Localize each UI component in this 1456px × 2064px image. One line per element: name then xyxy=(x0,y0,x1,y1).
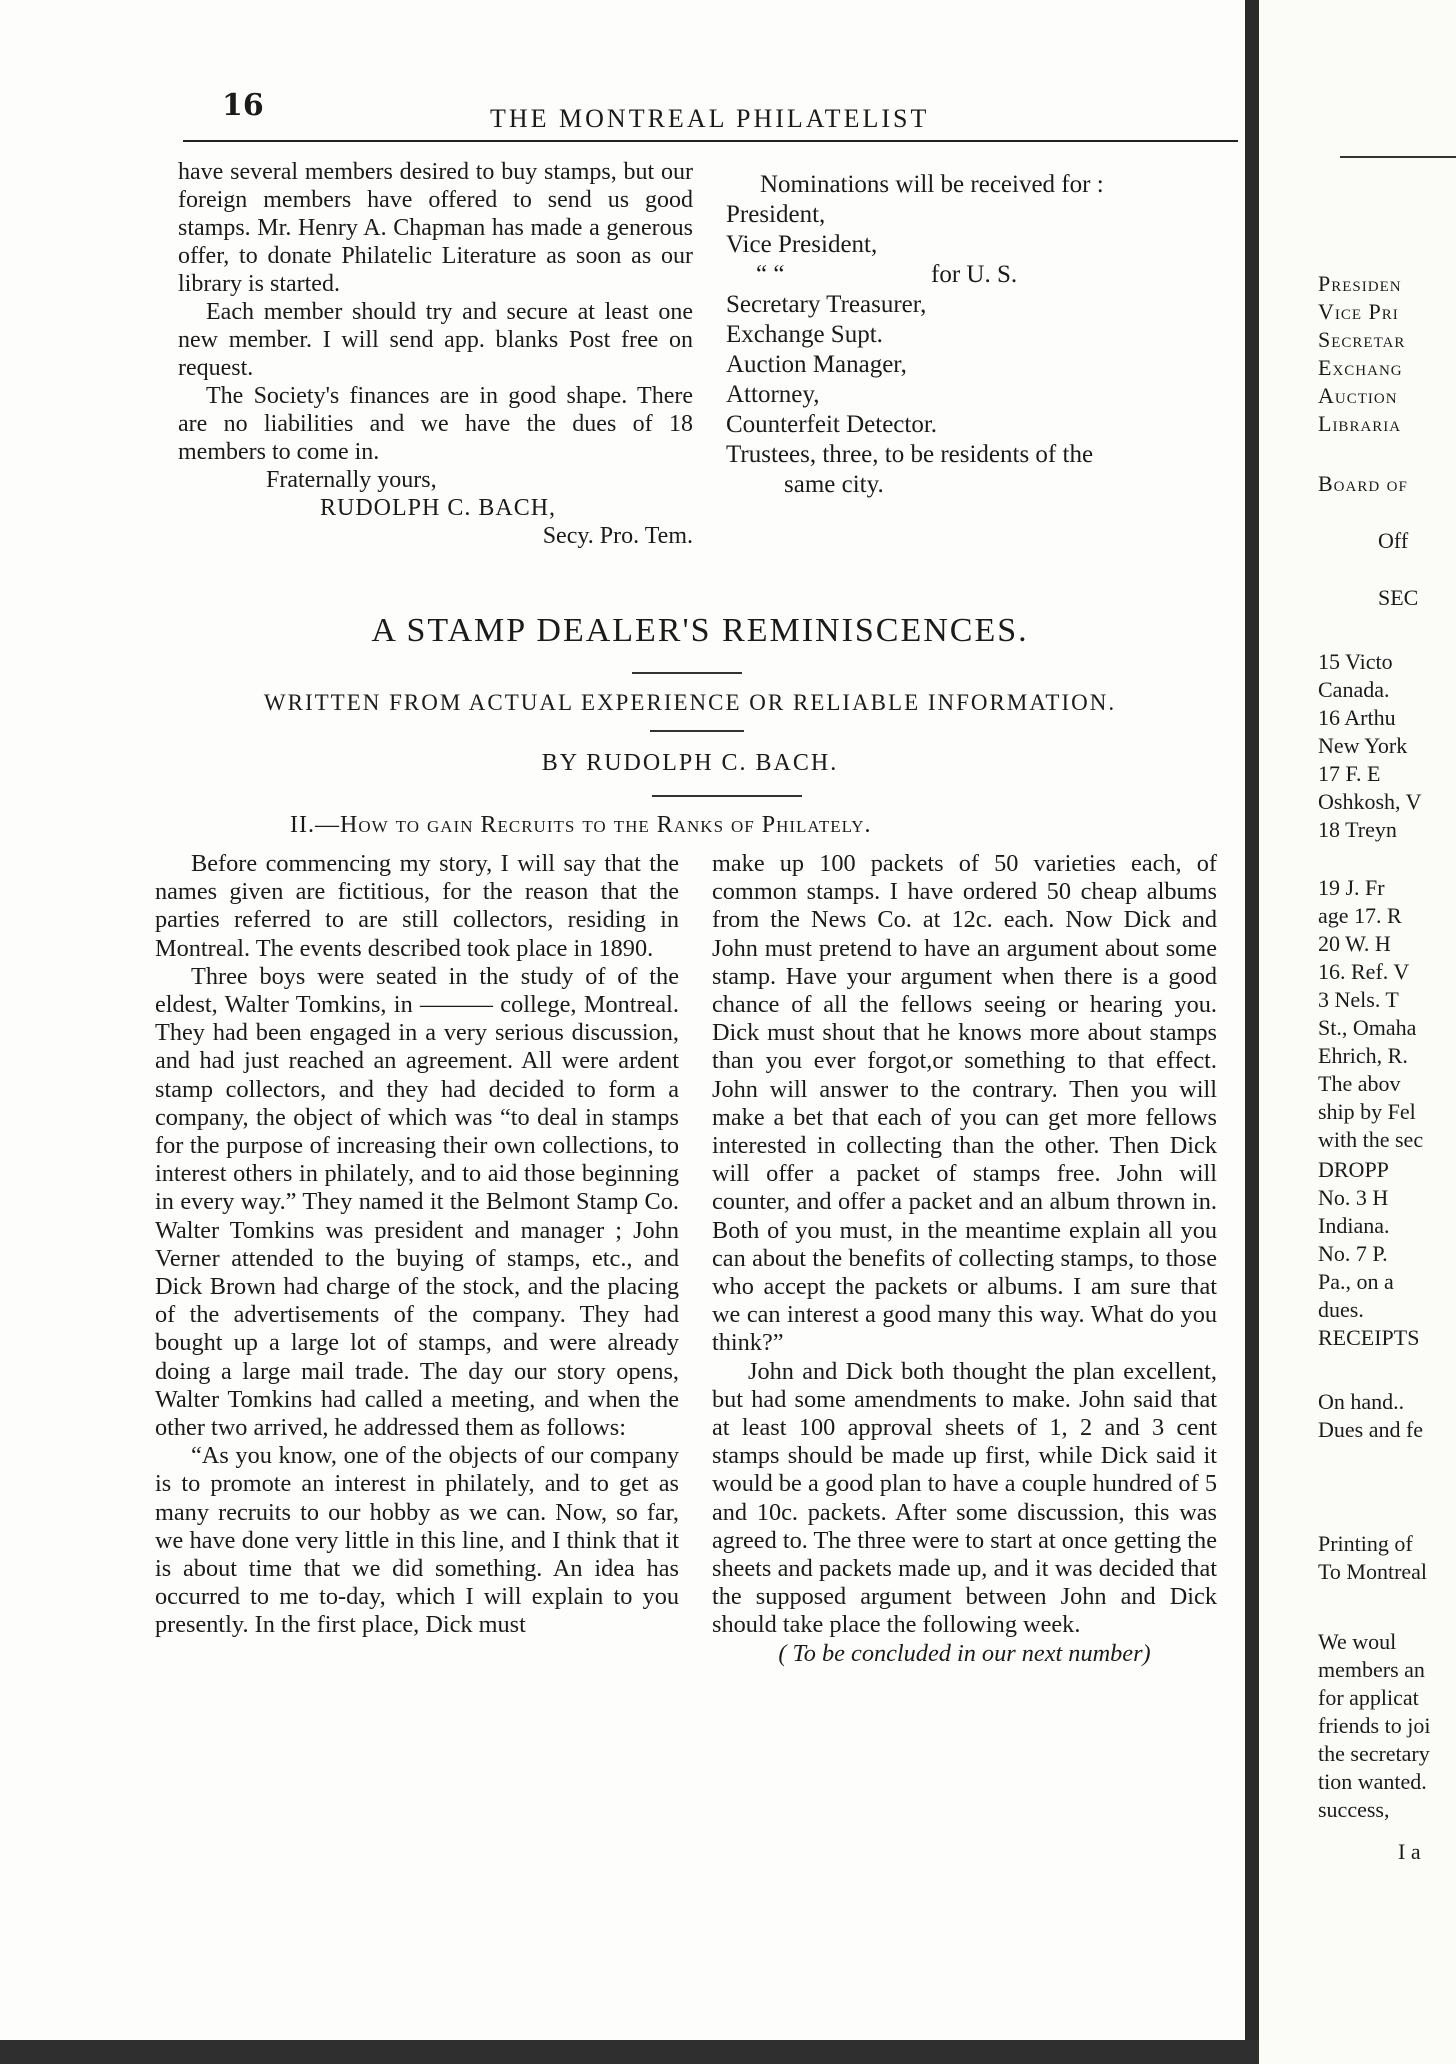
facing-page-line: the secretary xyxy=(1318,1741,1430,1766)
facing-page-line: Ehrich, R. xyxy=(1318,1043,1408,1068)
facing-page-line: friends to joi xyxy=(1318,1713,1431,1738)
nomination-office: Auction Manager, xyxy=(726,351,907,378)
facing-page-line: Oshkosh, V xyxy=(1318,789,1422,814)
facing-page-line: for applicat xyxy=(1318,1685,1419,1710)
facing-page-line: success, xyxy=(1318,1797,1390,1822)
facing-page-line: I a xyxy=(1398,1839,1421,1864)
facing-page-line: Board of xyxy=(1318,471,1408,496)
byline-rule xyxy=(652,795,802,797)
facing-page-line: SEC xyxy=(1378,585,1419,610)
facing-page-line: New York xyxy=(1318,733,1408,758)
facing-page-line: with the sec xyxy=(1318,1127,1424,1152)
facing-page-line: St., Omaha xyxy=(1318,1015,1417,1040)
facing-page-line: Printing of xyxy=(1318,1531,1413,1556)
facing-page-line: 19 J. Fr xyxy=(1318,875,1385,900)
nominations-intro: Nominations will be received for : xyxy=(760,171,1104,198)
ditto-office: for U. S. xyxy=(931,261,1018,288)
article-right-column xyxy=(712,850,1217,1668)
facing-page-line: We woul xyxy=(1318,1629,1397,1654)
facing-page-line: Presiden xyxy=(1318,271,1402,296)
facing-page-line: dues. xyxy=(1318,1297,1364,1322)
facing-page-line: Vice Pri xyxy=(1318,299,1399,324)
nomination-office: Counterfeit Detector. xyxy=(726,411,938,438)
article-paragraph: “As you know, one of the objects of our company is to promote an interest in philately, and to get as many recruits to our hobby as we can. Now, so far, we have done very little in this line, and I think that it is about time that we did something. An idea has occurred to me to-day, which I will explain to you presently. In the first place, Dick must xyxy=(155,1442,679,1639)
facing-page-line: age 17. R xyxy=(1318,903,1402,928)
nomination-office: Secretary Treasurer, xyxy=(726,291,927,318)
facing-page-rule xyxy=(1340,156,1456,158)
facing-page-line: RECEIPTS xyxy=(1318,1325,1420,1350)
letter-paragraph: The Society's finances are in good shape. There are no liabilities and we have the dues of 18 members to come in. xyxy=(178,383,693,465)
letter-signature-title: Secy. Pro. Tem. xyxy=(542,523,693,549)
header-rule xyxy=(183,140,1238,142)
facing-page-line: tion wanted. xyxy=(1318,1769,1427,1794)
facing-page-line: Exchang xyxy=(1318,355,1403,380)
letter-closing: Fraternally yours, xyxy=(266,467,437,493)
article-paragraph: make up 100 packets of 50 varieties each, of common stamps. I have ordered 50 cheap albums from the News Co. at 12c. each. Now Dick and John must pretend to have an argument about some stamp. Have your argument when there is a good chance of all the fellows seeing or hearing you. Dick must shout that he knows more about stamps than you ever forgot,or something to that effect. John will answer to the contrary. Then you will make a bet that each of you can get more fellows interested in collecting than the other. Then Dick will offer a packet of stamps free. John will counter, and offer a packet and an album thrown in. Both of you must, in the meantime explain all you can about the benefits of collecting stamps, to those who accept the packets or albums. I am sure that we can interest a good many this way. What do you think?” xyxy=(712,850,1217,1357)
facing-page-line: No. 7 P. xyxy=(1318,1241,1388,1266)
facing-page-line: DROPP xyxy=(1318,1157,1389,1182)
nomination-office: Attorney, xyxy=(726,381,820,408)
facing-page-line: 15 Victo xyxy=(1318,649,1393,674)
book-gutter xyxy=(1245,0,1259,2064)
facing-page-line: 18 Treyn xyxy=(1318,817,1397,842)
facing-page-line: Pa., on a xyxy=(1318,1269,1394,1294)
continued-note: ( To be concluded in our next number) xyxy=(778,1639,1151,1667)
nomination-office: President, xyxy=(726,201,826,228)
nomination-office: Exchange Supt. xyxy=(726,321,883,348)
letter-paragraph: Each member should try and secure at least one new member. I will send app. blanks Post free on request. xyxy=(178,299,693,381)
facing-page-line: 17 F. E xyxy=(1318,761,1381,786)
facing-page-line: No. 3 H xyxy=(1318,1185,1389,1210)
facing-page-line: Off xyxy=(1378,528,1409,553)
nomination-trustees: Trustees, three, to be residents of the xyxy=(726,441,1094,468)
facing-page-line: To Montreal xyxy=(1318,1559,1428,1584)
ditto-marks: “ “ xyxy=(756,261,785,288)
facing-page-line: Secretar xyxy=(1318,327,1406,352)
letter-signature: RUDOLPH C. BACH, xyxy=(320,495,557,521)
letter-column xyxy=(178,158,693,550)
facing-page-line: 16 Arthu xyxy=(1318,705,1396,730)
facing-page-line: 3 Nels. T xyxy=(1318,987,1399,1012)
facing-page-line: Dues and fe xyxy=(1318,1417,1424,1442)
scan-edge xyxy=(0,2040,1259,2064)
facing-page-line: On hand.. xyxy=(1318,1389,1405,1414)
facing-page-line: Libraria xyxy=(1318,411,1402,436)
nominations-column xyxy=(726,170,1241,500)
facing-page-line: 20 W. H xyxy=(1318,931,1391,956)
article-byline: BY RUDOLPH C. BACH. xyxy=(541,750,839,776)
section-heading: II.—How to gain Recruits to the Ranks of Philately. xyxy=(290,812,872,838)
article-title: A STAMP DEALER'S REMINISCENCES. xyxy=(371,612,1029,649)
subtitle-rule xyxy=(650,730,744,732)
facing-page-line: Indiana. xyxy=(1318,1213,1390,1238)
nomination-office: Vice President, xyxy=(726,231,878,258)
nomination-office-ditto xyxy=(726,260,1241,290)
nomination-trustees-cont: same city. xyxy=(784,471,884,498)
article-subtitle: WRITTEN FROM ACTUAL EXPERIENCE OR RELIABLE INFORMATION. xyxy=(263,690,1117,715)
article-paragraph: Three boys were seated in the study of of the eldest, Walter Tomkins, in ——— college, Montreal. They had been engaged in a very serious discussion, and had just reached an agreement. All were ardent stamp collectors, and they had decided to form a company, the object of which was “to deal in stamps for the purpose of increasing their own collections, to interest others in philately, and to aid those beginning in every way.” They named it the Belmont Stamp Co. Walter Tomkins was president and manager ; John Verner attended to the buying of stamps, etc., and Dick Brown had charge of the stock, and the placing of the advertisements of the company. They had bought up a large lot of stamps, and were already doing a large mail trade. The day our story opens, Walter Tomkins had called a meeting, and when the other two arrived, he addressed them as follows: xyxy=(155,962,679,1442)
facing-page-line: The abov xyxy=(1318,1071,1401,1096)
title-rule xyxy=(632,672,742,674)
facing-page-line: ship by Fel xyxy=(1318,1099,1416,1124)
facing-page-line: 16. Ref. V xyxy=(1318,959,1410,984)
article-paragraph: Before commencing my story, I will say that the names given are fictitious, for the reason that the parties referred to are still collectors, residing in Montreal. The events described took place in 1890. xyxy=(155,850,679,962)
letter-paragraph: have several members desired to buy stamps, but our foreign members have offered to send us good stamps. Mr. Henry A. Chapman has made a generous offer, to donate Philatelic Literature as soon as our library is started. xyxy=(178,159,693,297)
article-left-column xyxy=(155,850,679,1640)
running-title: THE MONTREAL PHILATELIST xyxy=(490,104,930,133)
page-number: 16 xyxy=(222,88,264,123)
facing-page-line: Auction xyxy=(1318,383,1398,408)
article-paragraph: John and Dick both thought the plan excellent, but had some amendments to make. John said that at least 100 approval sheets of 1, 2 and 3 cent stamps should be made up first, while Dick said it would be a good plan to have a couple hundred of 5 and 10c. packets. After some discussion, this was agreed to. The three were to start at once getting the sheets and packets made up, and it was decided that the supposed argument between John and Dick should take place the following week. xyxy=(712,1357,1217,1639)
facing-page-line: Canada. xyxy=(1318,677,1390,702)
facing-page-line: members an xyxy=(1318,1657,1425,1682)
